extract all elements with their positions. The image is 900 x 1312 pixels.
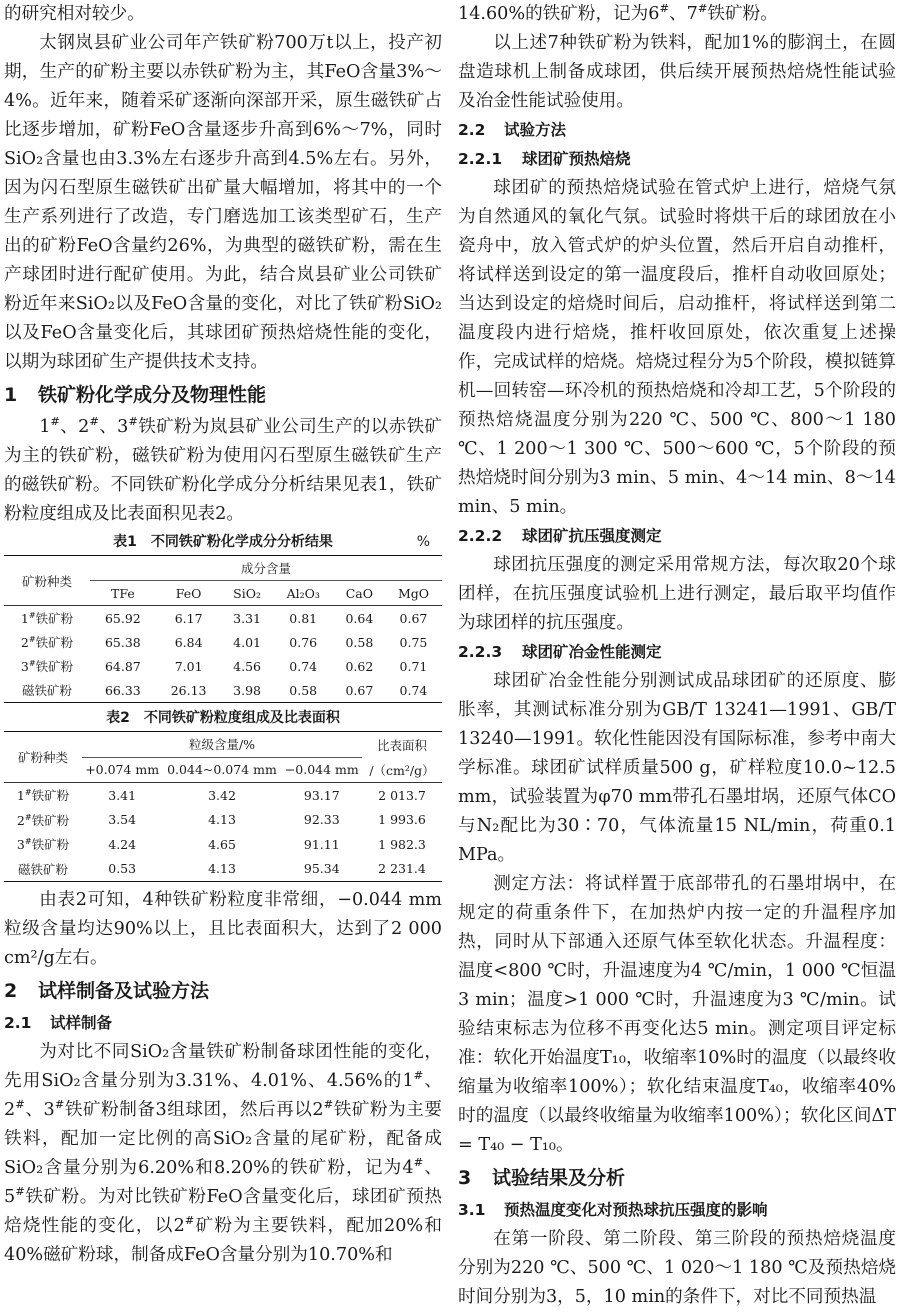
table-caption-text: 表2 不同铁矿粉粒度组成及比表面积: [106, 710, 340, 726]
section-number: 3: [458, 1167, 472, 1189]
section-title: 试验方法: [504, 121, 567, 139]
table-cell: 磁铁矿粉: [21, 683, 72, 698]
table-cell: 91.11: [303, 836, 340, 852]
table-header-cell: +0.074 mm: [82, 757, 162, 783]
table-unit: %: [416, 534, 430, 550]
paragraph: 测定方法：将试样置于底部带孔的石墨坩埚中，在规定的荷重条件下，在加热炉内按一定的升温程序加热，同时从下部通入还原气体至软化状态。升温程度：温度<800 ℃时，升温速度为4 ℃/min，1 000 ℃恒温3 min；温度>1 000 ℃时，升温速度为3 ℃/min。试验结束标志为位移不再变化达5 min。测定项目评定标准：软化开始温度T₁₀，收缩率10%时的温度（以最终收缩量为收缩率100%）；软化结束温度T₄₀，收缩率40%时的温度（以最终收缩量为收缩率100%）；软化区间ΔT = T₄₀ − T₁₀。: [458, 874, 896, 1155]
section-heading-3: [458, 1161, 896, 1195]
table-cell: 26.13: [170, 682, 207, 698]
table-cell: 0.81: [289, 610, 318, 626]
section-number: 3.1: [458, 1201, 486, 1219]
table-cell: 6.84: [174, 634, 203, 650]
table-cell: 0.64: [345, 610, 374, 626]
table-group-header: 成分含量: [240, 561, 291, 576]
paragraph: 在第一阶段、第二阶段、第三阶段的预热焙烧温度分别为220 ℃、500 ℃、1 020～1 180 ℃及预热焙烧时间分别为3，5，10 min的条件下，对比不同预热温: [458, 1229, 896, 1307]
table-cell: 66.33: [104, 682, 141, 698]
table-cell: 93.17: [303, 787, 340, 803]
table-cell: 0.76: [289, 634, 318, 650]
table-row: [4, 832, 442, 857]
section-number: 2: [4, 980, 18, 1002]
table-cell: 3.31: [233, 610, 261, 626]
section-title: 试验结果及分析: [492, 1167, 626, 1189]
section-number: 2.2: [458, 121, 486, 139]
table-header-cell: TFe: [90, 581, 156, 606]
table-header-cell: 矿粉种类: [4, 732, 82, 783]
table-row: [4, 857, 442, 882]
table-cell: 4.56: [233, 658, 261, 674]
table-cell: 2#铁矿粉: [20, 633, 74, 650]
table-cell: 3.54: [108, 812, 137, 828]
table-cell: 0.71: [399, 658, 428, 674]
table-cell: 0.53: [108, 861, 137, 877]
table-row: [4, 654, 442, 678]
table-cell: 3.98: [233, 682, 261, 698]
table-cell: 4.24: [108, 836, 137, 852]
table-cell: 3.41: [108, 787, 137, 803]
paragraph: 14.60%的铁矿粉，记为6#、7#铁矿粉。: [458, 1, 778, 24]
section-number: 2.2.1: [458, 150, 503, 168]
table-header-cell: FeO: [156, 581, 222, 606]
section-number: 1: [4, 384, 18, 406]
table-row: [4, 808, 442, 833]
table-header-cell: MgO: [385, 581, 442, 606]
section-title: 球团矿冶金性能测定: [522, 643, 662, 661]
table-header-cell: CaO: [334, 581, 385, 606]
table-cell: 65.92: [104, 610, 141, 626]
table-header-cell: 0.044~0.074 mm: [162, 757, 281, 783]
table-1: [4, 555, 442, 703]
table-cell: 1 993.6: [378, 812, 426, 828]
table-cell: 0.58: [289, 682, 318, 698]
table-cell: 0.67: [345, 682, 374, 698]
table-row: [4, 606, 442, 631]
section-title: 球团矿抗压强度测定: [522, 527, 662, 545]
table-cell: 6.17: [174, 610, 203, 626]
table-cell: 磁铁矿粉: [17, 861, 68, 877]
table-header-cell: /（cm²/g）: [362, 757, 442, 783]
table-row: [4, 678, 442, 703]
table-cell: 0.75: [399, 634, 428, 650]
paragraph: 球团矿的预热焙烧试验在管式炉上进行，焙烧气氛为自然通风的氧化气氛。试验时将烘干后的球团放在小瓷舟中，放入管式炉的炉头位置，然后开启自动推杆，将试样送到设定的第一温度段后，推杆自动收回原处；当达到设定的焙烧时间后，启动推杆，将试样送到第二温度段内进行焙烧，推杆收回原处，依次重复上述操作，完成试样的焙烧。焙烧过程分为5个阶段，模拟链算机—回转窑—环冷机的预热焙烧和冷却工艺，5个阶段的预热焙烧温度分别为220 ℃、500 ℃、800～1 180 ℃、1 200～1 300 ℃、500～600 ℃，5个阶段的预热焙烧时间分别为3 min、5 min、4～14 min、8～14 min、5 min。: [458, 178, 896, 517]
paragraph: 球团矿冶金性能分别测试成品球团矿的还原度、膨胀率，其测试标准分别为GB/T 13241—1991、GB/T 13240—1991。软化性能因没有国际标准，参考中南大学标准。球团矿试样质量500 g，矿样粒度10.0~12.5 mm，试验装置为φ70 mm带孔石墨坩埚，还原气体CO与N₂配比为30∶70，气体流量15 NL/min，荷重0.1 MPa。: [458, 671, 896, 865]
table-cell: 4.01: [233, 634, 261, 650]
section-number: 2.1: [4, 1014, 32, 1032]
table-cell: 1#铁矿粉: [20, 609, 74, 626]
table-group-header: 粒级含量/%: [188, 737, 256, 753]
right-column: [458, 0, 896, 1312]
section-number: 2.2.3: [458, 643, 503, 661]
section-title: 铁矿粉化学成分及物理性能: [38, 384, 267, 406]
table-header-cell: −0.044 mm: [282, 757, 362, 783]
table-cell: 0.58: [345, 634, 374, 650]
paragraph: 的研究相对较少。: [4, 4, 145, 24]
table-header-cell: 比表面积: [376, 737, 427, 753]
table-cell: 4.65: [208, 836, 236, 852]
table-cell: 3#铁矿粉: [16, 836, 70, 853]
paragraph: 1#、2#、3#铁矿粉为岚县矿业公司生产的以赤铁矿为主的铁矿粉，磁铁矿粉为使用闪石型原生磁铁矿生产的磁铁矿粉。不同铁矿粉化学成分分析结果见表1，铁矿粉粒度组成及比表面积见表2。: [4, 414, 442, 524]
paragraph: 为对比不同SiO₂含量铁矿粉制备球团性能的变化，先用SiO₂含量分别为3.31%、4.01%、4.56%的1#、2#、3#铁矿粉制备3组球团，然后再以2#铁矿粉为主要铁料，配加一定比例的高SiO₂含量的尾矿粉，配备成SiO₂含量分别为6.20%和8.20%的铁矿粉，记为4#、5#铁矿粉。为对比铁矿粉FeO含量变化后，球团矿预热焙烧性能的变化，以2#矿粉为主要铁料，配加20%和40%磁矿粉球，制备成FeO含量分别为10.70%和: [4, 1042, 442, 1265]
table-cell: 2 013.7: [378, 787, 426, 803]
table-cell: 2#铁矿粉: [16, 811, 70, 828]
table-cell: 92.33: [303, 812, 340, 828]
table-cell: 4.13: [208, 861, 236, 877]
subsection-heading-2-2-2: [458, 522, 896, 551]
paragraph: 以上述7种铁矿粉为铁料，配加1%的膨润土，在圆盘造球机上制备成球团，供后续开展预热焙烧性能试验及冶金性能试验使用。: [458, 33, 896, 111]
table-cell: 95.34: [303, 861, 340, 877]
table-cell: 0.62: [345, 658, 374, 674]
subsection-heading-3-1: [458, 1196, 896, 1225]
table-cell: 0.74: [289, 658, 318, 674]
section-title: 试样制备及试验方法: [38, 980, 210, 1002]
subsection-heading-2-2: [458, 116, 896, 145]
table-cell: 0.74: [399, 682, 428, 698]
section-heading-2: [4, 974, 442, 1008]
table-cell: 0.67: [399, 610, 428, 626]
subsection-heading-2-2-1: [458, 145, 896, 174]
subsection-heading-2-1: [4, 1009, 442, 1038]
table-header-cell: Al₂O₃: [273, 581, 334, 606]
table-2: [4, 731, 442, 882]
section-number: 2.2.2: [458, 527, 503, 545]
table-cell: 64.87: [104, 658, 141, 674]
table-row: [4, 783, 442, 808]
paragraph: 由表2可知，4种铁矿粉粒度非常细，−0.044 mm粒级含量均达90%以上，且比表面积大，达到了2 000 cm²/g左右。: [4, 890, 442, 968]
table-cell: 65.38: [104, 634, 141, 650]
table-cell: 3.42: [208, 787, 236, 803]
table-header-cell: SiO₂: [222, 581, 273, 606]
table-2-caption: [4, 705, 442, 731]
table-row: [4, 630, 442, 654]
table-caption-text: 表1 不同铁矿粉化学成分分析结果: [113, 534, 333, 550]
table-cell: 7.01: [174, 658, 203, 674]
table-cell: 1#铁矿粉: [16, 787, 70, 804]
section-title: 预热温度变化对预热球抗压强度的影响: [504, 1201, 768, 1219]
left-column: [4, 0, 442, 1270]
section-title: 球团矿预热焙烧: [522, 150, 631, 168]
table-cell: 4.13: [208, 812, 236, 828]
table-header-cell: 矿粉种类: [4, 556, 90, 606]
paragraph: 太钢岚县矿业公司年产铁矿粉700万t以上，投产初期，生产的矿粉主要以赤铁矿粉为主，其FeO含量3%～4%。近年来，随着采矿逐渐向深部开采，原生磁铁矿占比逐步增加，矿粉FeO含量逐步升高到6%～7%，同时SiO₂含量也由3.3%左右逐步升高到4.5%左右。另外，因为闪石型原生磁铁矿出矿量大幅增加，将其中的一个生产系列进行了改造，专门磨选加工该类型矿石，生产出的矿粉FeO含量约26%，为典型的磁铁矿粉，需在生产球团时进行配矿使用。为此，结合岚县矿业公司铁矿粉近年来SiO₂以及FeO含量的变化，对比了铁矿粉SiO₂以及FeO含量变化后，其球团矿预热焙烧性能的变化，以期为球团矿生产提供技术支持。: [4, 33, 442, 372]
table-cell: 1 982.3: [378, 836, 426, 852]
table-cell: 2 231.4: [378, 861, 426, 877]
table-cell: 3#铁矿粉: [20, 657, 74, 674]
section-title: 试样制备: [50, 1014, 113, 1032]
table-1-caption: [4, 529, 442, 555]
subsection-heading-2-2-3: [458, 638, 896, 667]
section-heading-1: [4, 378, 442, 412]
paragraph: 球团抗压强度的测定采用常规方法，每次取20个球团样，在抗压强度试验机上进行测定，最后取平均值作为球团样的抗压强度。: [458, 555, 896, 633]
